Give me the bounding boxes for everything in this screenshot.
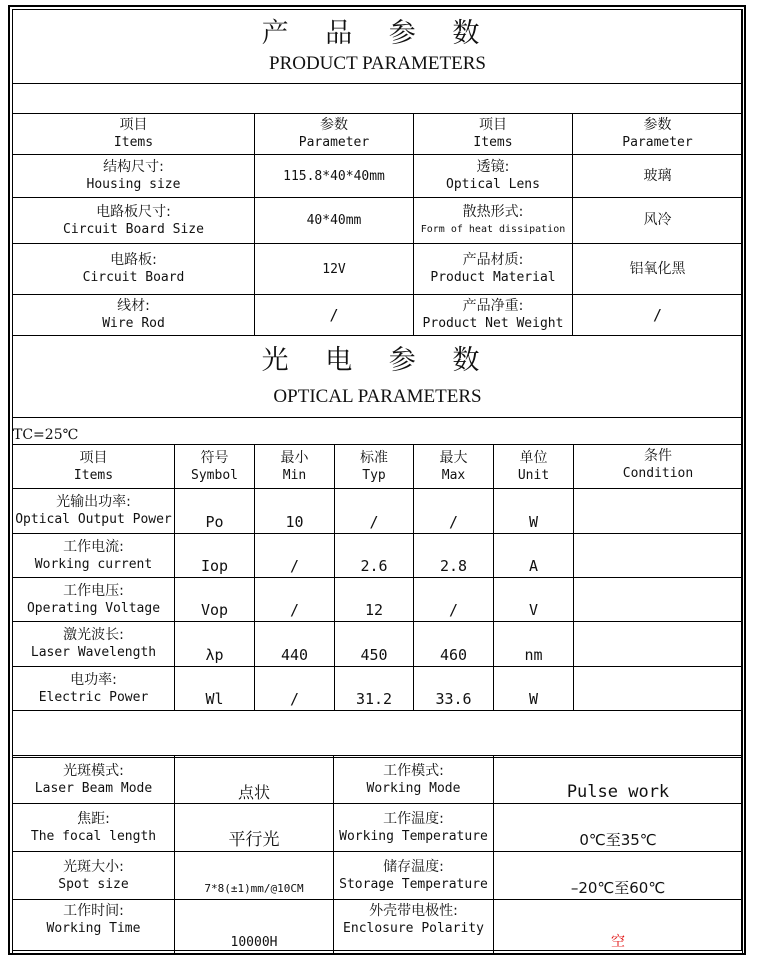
item-value: 玻璃 (573, 155, 743, 198)
symbol-cell: Vop (175, 578, 255, 622)
table-row (13, 804, 743, 852)
table-row (13, 198, 743, 244)
table-row (13, 489, 743, 534)
item-label: 工作时间: Working Time (13, 900, 175, 954)
item-value: 12V (255, 244, 414, 295)
symbol-cell: λp (175, 622, 255, 667)
typ-cell: 450 (335, 622, 414, 667)
item-label: 光斑模式: Laser Beam Mode (13, 756, 175, 804)
condition-cell (574, 622, 743, 667)
max-cell: / (414, 578, 494, 622)
header-condition: 条件 Condition (574, 445, 743, 489)
item-label: 透镜: Optical Lens (414, 155, 573, 198)
header-parameter: 参数 Parameter (255, 114, 414, 155)
optical-title-en: OPTICAL PARAMETERS (273, 385, 482, 407)
item-label: 工作模式: Working Mode (334, 756, 494, 804)
header-items: 项目 Items (13, 114, 255, 155)
max-cell: / (414, 489, 494, 534)
condition-cell (574, 534, 743, 578)
tc-condition: TC=25℃ (13, 418, 743, 445)
optical-header-row (13, 445, 743, 489)
symbol-cell: Wl (175, 667, 255, 711)
table-row (13, 900, 743, 954)
item-label: 外壳带电极性: Enclosure Polarity (334, 900, 494, 954)
item-value: 风冷 (573, 198, 743, 244)
item-label: 光斑大小: Spot size (13, 852, 175, 900)
unit-cell: A (494, 534, 574, 578)
header-symbol: 符号 Symbol (175, 445, 255, 489)
blank-row (13, 84, 743, 114)
typ-cell: 31.2 (335, 667, 414, 711)
min-cell: / (255, 534, 335, 578)
blank-row (13, 711, 743, 758)
header-max: 最大 Max (414, 445, 494, 489)
product-title-cell (13, 10, 743, 84)
item-label: 线材: Wire Rod (13, 295, 255, 336)
product-header-row (13, 114, 743, 155)
max-cell: 460 (414, 622, 494, 667)
working-time-value: 10000H (175, 900, 334, 954)
header-parameter: 参数 Parameter (573, 114, 743, 155)
unit-cell: W (494, 667, 574, 711)
beam-mode-value: 点状 (175, 756, 334, 804)
item-value: 115.8*40*40mm (255, 155, 414, 198)
item-label: 激光波长: Laser Wavelength (13, 622, 175, 667)
symbol-cell: Po (175, 489, 255, 534)
item-label: 工作电流: Working current (13, 534, 175, 578)
optical-title-cell (13, 336, 743, 418)
condition-cell (574, 489, 743, 534)
storage-temp-value: –20℃至60℃ (494, 852, 743, 900)
table-row (13, 578, 743, 622)
max-cell: 2.8 (414, 534, 494, 578)
symbol-cell: Iop (175, 534, 255, 578)
table-row (13, 852, 743, 900)
item-label: 工作温度: Working Temperature (334, 804, 494, 852)
working-temp-value: 0℃至35℃ (494, 804, 743, 852)
item-label: 产品材质: Product Material (414, 244, 573, 295)
enclosure-polarity-value: 空 (494, 900, 743, 954)
mode-parameters-table (12, 755, 743, 954)
item-label: 储存温度: Storage Temperature (334, 852, 494, 900)
item-label: 工作电压: Operating Voltage (13, 578, 175, 622)
table-row (13, 667, 743, 711)
item-value: 40*40mm (255, 198, 414, 244)
product-title-cn: 产 品 参 数 (261, 17, 494, 49)
header-items: 项目 Items (13, 445, 175, 489)
optical-parameters-table (12, 335, 743, 758)
focal-length-value: 平行光 (175, 804, 334, 852)
header-typ: 标准 Typ (335, 445, 414, 489)
optical-title-cn: 光 电 参 数 (261, 344, 494, 376)
unit-cell: V (494, 578, 574, 622)
table-row (13, 155, 743, 198)
item-label: 电路板: Circuit Board (13, 244, 255, 295)
typ-cell: / (335, 489, 414, 534)
min-cell: / (255, 578, 335, 622)
item-label: 结构尺寸: Housing size (13, 155, 255, 198)
min-cell: / (255, 667, 335, 711)
header-unit: 单位 Unit (494, 445, 574, 489)
spec-sheet (8, 5, 746, 955)
product-title-en: PRODUCT PARAMETERS (269, 52, 486, 74)
min-cell: 440 (255, 622, 335, 667)
table-row (13, 295, 743, 336)
item-value: 铝氧化黑 (573, 244, 743, 295)
unit-cell: W (494, 489, 574, 534)
spot-size-value: 7*8(±1)mm/@10CM (175, 852, 334, 900)
item-value: / (255, 295, 414, 336)
typ-cell: 2.6 (335, 534, 414, 578)
item-label: 散热形式: Form of heat dissipation (414, 198, 573, 244)
table-row (13, 756, 743, 804)
working-mode-value: Pulse work (494, 756, 743, 804)
condition-cell (574, 667, 743, 711)
item-value: / (573, 295, 743, 336)
header-items: 项目 Items (414, 114, 573, 155)
table-row (13, 534, 743, 578)
max-cell: 33.6 (414, 667, 494, 711)
item-label: 焦距: The focal length (13, 804, 175, 852)
table-row (13, 622, 743, 667)
typ-cell: 12 (335, 578, 414, 622)
item-label: 电路板尺寸: Circuit Board Size (13, 198, 255, 244)
item-label: 光输出功率: Optical Output Power (13, 489, 175, 534)
product-parameters-table (12, 9, 743, 336)
item-label: 电功率: Electric Power (13, 667, 175, 711)
item-label: 产品净重: Product Net Weight (414, 295, 573, 336)
min-cell: 10 (255, 489, 335, 534)
header-min: 最小 Min (255, 445, 335, 489)
condition-cell (574, 578, 743, 622)
table-row (13, 244, 743, 295)
unit-cell: nm (494, 622, 574, 667)
